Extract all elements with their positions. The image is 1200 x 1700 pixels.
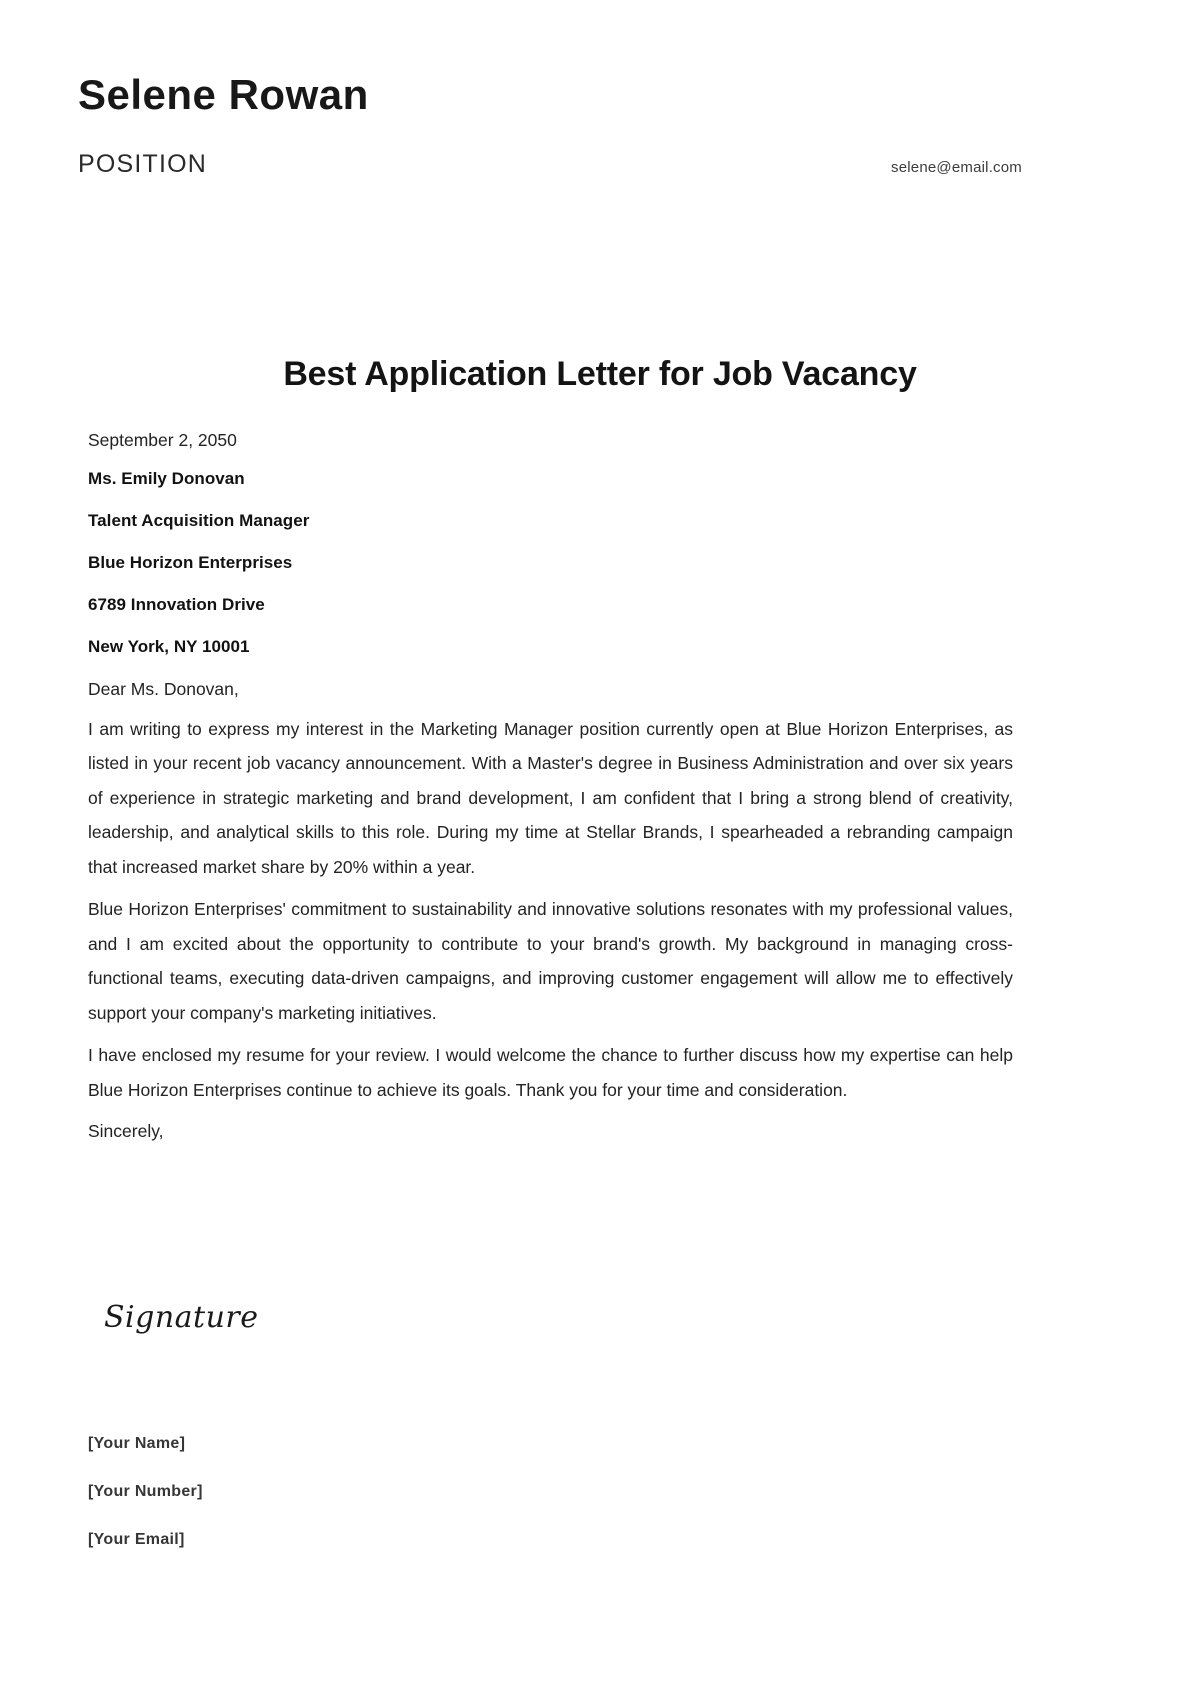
footer-placeholder-fields xyxy=(88,1435,688,1579)
recipient-line: New York, NY 10001 xyxy=(88,637,250,656)
placeholder-your-number: [Your Number] xyxy=(88,1483,203,1500)
sender-name: Selene Rowan xyxy=(78,71,369,118)
body-paragraph: Blue Horizon Enterprises' commitment to sustainability and innovative solutions resonates with my professional values, and I am excited about the opportunity to contribute to your brand's growth. My background in managing cross-functional teams, executing data-driven campaigns, and improving customer engagement will allow me to effectively support your company's marketing initiatives. xyxy=(88,899,1013,1023)
recipient-line: Blue Horizon Enterprises xyxy=(88,553,293,572)
recipient-line: 6789 Innovation Drive xyxy=(88,595,265,614)
closing-line: Sincerely, xyxy=(88,1121,164,1142)
body-paragraph: I am writing to express my interest in the Marketing Manager position currently open at Blue Horizon Enterprises, as listed in your recent job vacancy announcement. With a Master's degree in Business Administration and over six years of experience in strategic marketing and brand development, I am confident that I bring a strong blend of creativity, leadership, and analytical skills to this role. During my time at Stellar Brands, I spearheaded a rebranding campaign that increased market share by 20% within a year. xyxy=(88,719,1013,877)
placeholder-your-name: [Your Name] xyxy=(88,1435,186,1452)
signature: Signature xyxy=(104,1300,259,1335)
salutation: Dear Ms. Donovan, xyxy=(88,679,239,699)
body-paragraph: I have enclosed my resume for your review. I would welcome the chance to further discuss how my expertise can help Blue Horizon Enterprises continue to achieve its goals. Thank you for your time and consideration. xyxy=(88,1045,1013,1100)
letter-date: September 2, 2050 xyxy=(88,430,237,450)
letter-body xyxy=(88,430,1013,1142)
recipient-line: Talent Acquisition Manager xyxy=(88,511,310,530)
page-title: Best Application Letter for Job Vacancy xyxy=(283,355,917,393)
placeholder-your-email: [Your Email] xyxy=(88,1531,185,1548)
sender-email: selene@email.com xyxy=(891,159,1022,177)
recipient-line: Ms. Emily Donovan xyxy=(88,469,245,488)
letterhead-subrow xyxy=(78,150,1022,179)
letterhead xyxy=(78,72,1022,179)
sender-position: POSITION xyxy=(78,150,208,179)
